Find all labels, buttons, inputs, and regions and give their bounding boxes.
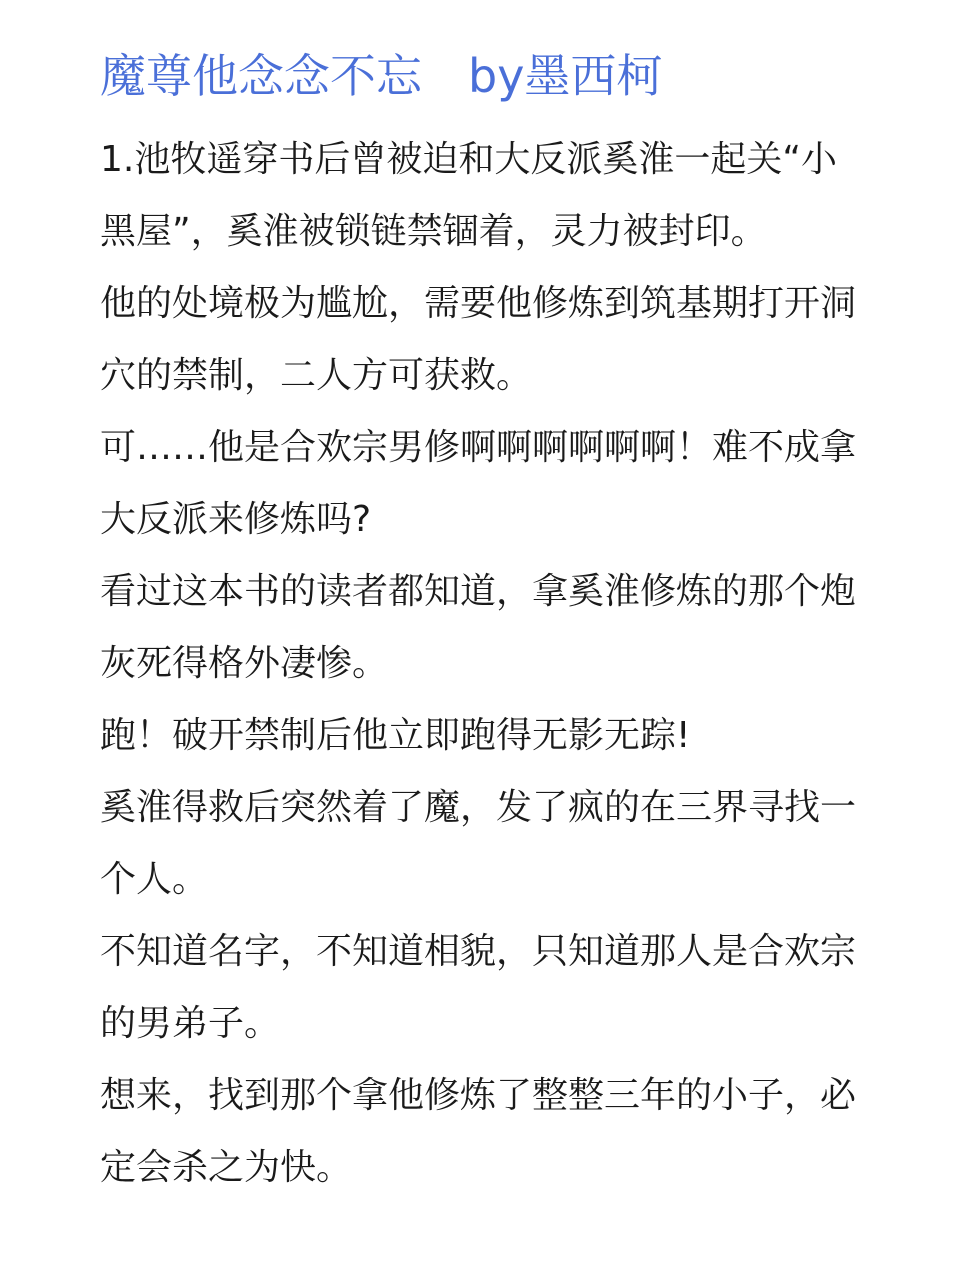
paragraph-6: 奚淮得救后突然着了魔，发了疯的在三界寻找一个人。 (100, 787, 857, 900)
paragraph-2: 他的处境极为尴尬，需要他修炼到筑基期打开洞穴的禁制，二人方可获救。 (100, 283, 857, 396)
book-author: by墨西柯 (468, 49, 663, 103)
document-title (100, 44, 662, 108)
paragraph-1: 1.池牧遥穿书后曾被迫和大反派奚淮一起关“小黑屋”，奚淮被锁链禁锢着，灵力被封印。 (100, 139, 837, 252)
paragraph-7: 不知道名字，不知道相貌，只知道那人是合欢宗的男弟子。 (100, 931, 857, 1044)
paragraph-3: 可……他是合欢宗男修啊啊啊啊啊啊！难不成拿大反派来修炼吗? (100, 427, 857, 540)
paragraph-5: 跑！破开禁制后他立即跑得无影无踪! (100, 715, 691, 756)
paragraph-8: 想来，找到那个拿他修炼了整整三年的小子，必定会杀之为快。 (100, 1075, 857, 1188)
paragraph-4: 看过这本书的读者都知道，拿奚淮修炼的那个炮灰死得格外凄惨。 (100, 571, 857, 684)
synopsis-body (100, 124, 860, 1204)
book-title: 魔尊他念念不忘 (100, 49, 422, 103)
